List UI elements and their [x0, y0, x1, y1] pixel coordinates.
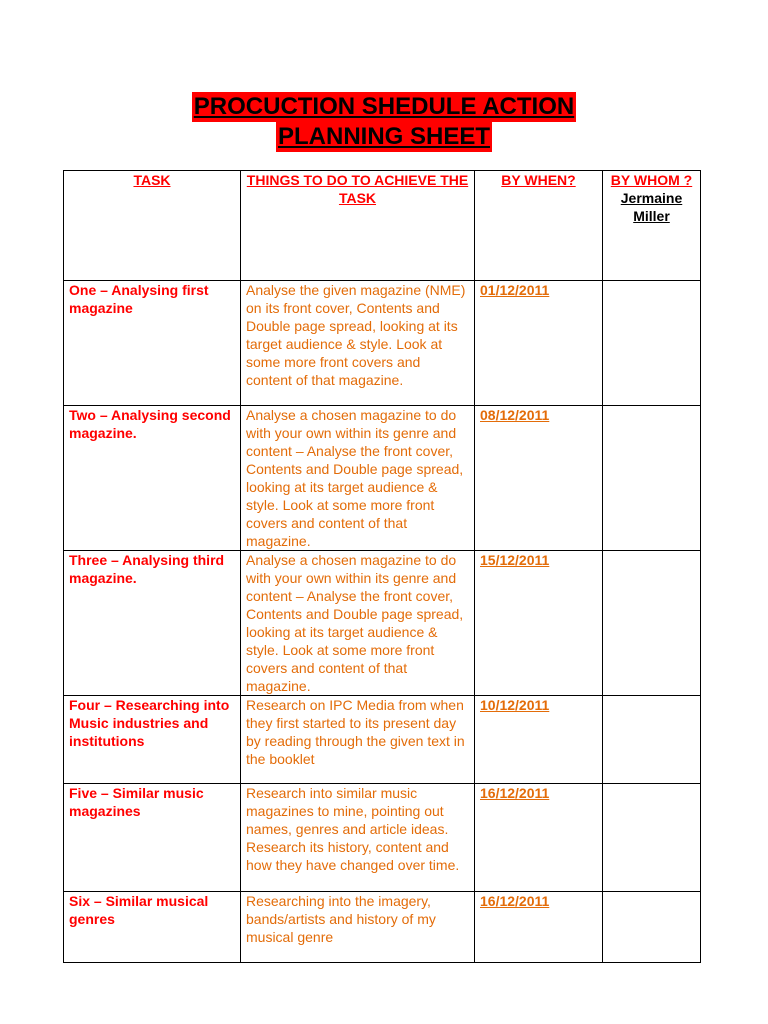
table-row [64, 892, 701, 963]
header-by-whom-label: BY WHOM ? [610, 172, 693, 188]
by-whom-cell [603, 892, 701, 963]
page-title [0, 92, 768, 152]
table-row [64, 784, 701, 892]
date-cell: 15/12/2011 [475, 551, 603, 696]
table-row [64, 406, 701, 551]
task-cell: One – Analysing first magazine [64, 281, 241, 406]
date-cell: 16/12/2011 [475, 892, 603, 963]
table-row [64, 281, 701, 406]
things-cell: Analyse the given magazine (NME) on its front cover, Contents and Double page spread, looking at its target audience & style. Look at some more front covers and content of that magazine. [241, 281, 475, 406]
things-cell: Research on IPC Media from when they first started to its present day by reading through the given text in the booklet [241, 696, 475, 784]
by-whom-cell [603, 551, 701, 696]
header-task: TASK [64, 171, 241, 281]
by-whom-cell [603, 696, 701, 784]
things-cell: Analyse a chosen magazine to do with your own within its genre and content – Analyse the front cover, Contents and Double page spread, looking at its target audience & style. Look at some more front covers and content of that magazine. [241, 551, 475, 696]
table-row [64, 551, 701, 696]
task-cell: Five – Similar music magazines [64, 784, 241, 892]
things-cell: Researching into the imagery, bands/artists and history of my musical genre [241, 892, 475, 963]
header-by-whom [603, 171, 701, 281]
table-row [64, 696, 701, 784]
header-things-to-do: THINGS TO DO TO ACHIEVE THE TASK [241, 171, 475, 281]
date-cell: 10/12/2011 [475, 696, 603, 784]
things-cell: Research into similar music magazines to mine, pointing out names, genres and article ideas. Research its history, content and how they have changed over time. [241, 784, 475, 892]
by-whom-cell [603, 281, 701, 406]
table-header-row [64, 171, 701, 281]
date-cell: 01/12/2011 [475, 281, 603, 406]
task-cell: Three – Analysing third magazine. [64, 551, 241, 696]
by-whom-cell [603, 406, 701, 551]
date-cell: 16/12/2011 [475, 784, 603, 892]
task-cell: Six – Similar musical genres [64, 892, 241, 963]
header-by-whom-name: Jermaine Miller [620, 190, 683, 224]
by-whom-cell [603, 784, 701, 892]
page-title-line-2: PLANNING SHEET [277, 123, 490, 150]
task-cell: Two – Analysing second magazine. [64, 406, 241, 551]
things-cell: Analyse a chosen magazine to do with your own within its genre and content – Analyse the front cover, Contents and Double page spread, looking at its target audience & style. Look at some more front covers and content of that magazine. [241, 406, 475, 551]
schedule-table [63, 170, 701, 963]
header-by-when: BY WHEN? [475, 171, 603, 281]
task-cell: Four – Researching into Music industries and institutions [64, 696, 241, 784]
date-cell: 08/12/2011 [475, 406, 603, 551]
page-title-line-1: PROCUCTION SHEDULE ACTION [193, 93, 575, 120]
